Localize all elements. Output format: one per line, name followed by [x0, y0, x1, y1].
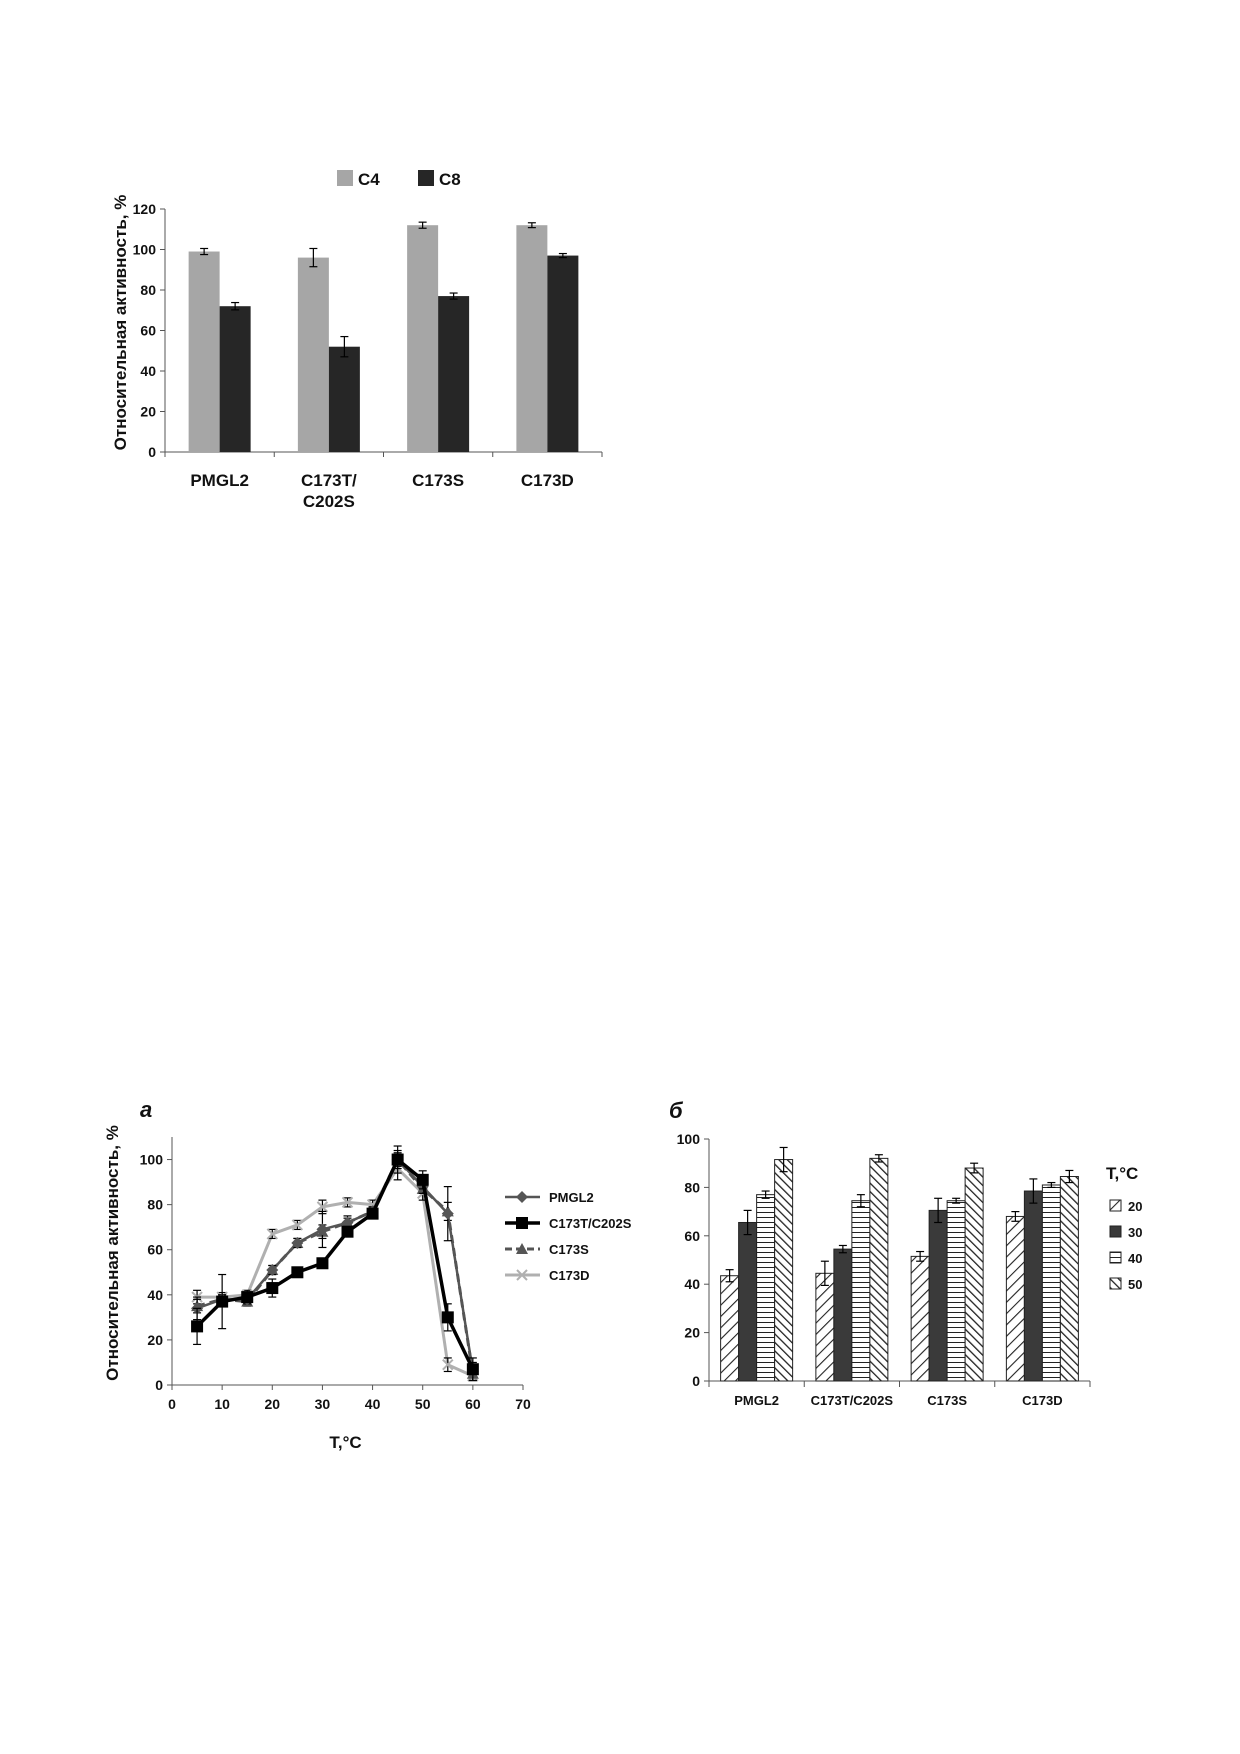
y-tick-label: 100: [132, 241, 156, 258]
point-C173T/C202S-10: [216, 1296, 228, 1308]
bar-20-3: [1006, 1216, 1024, 1381]
bar-C8-2: [438, 296, 469, 452]
series-line-C173S: [197, 1160, 473, 1374]
category-label: C173D: [520, 471, 574, 490]
point-C173T/C202S-60: [467, 1363, 479, 1375]
legend-label-20: 20: [1128, 1199, 1143, 1214]
x-tick-label: 40: [364, 1396, 381, 1412]
bar-40-2: [947, 1201, 965, 1381]
category-label: PMGL2: [190, 471, 249, 490]
bar-20-0: [721, 1276, 739, 1381]
bar-20-1: [816, 1273, 834, 1381]
y-tick-label: 100: [139, 1151, 163, 1168]
chart-temperature-stability: [669, 1098, 1142, 1408]
series-line-PMGL2: [197, 1160, 473, 1372]
bar-40-1: [852, 1201, 870, 1381]
category-label: C173S: [927, 1393, 967, 1408]
y-tick-label: 100: [676, 1131, 700, 1147]
bar-40-3: [1042, 1185, 1060, 1381]
bar-30-2: [929, 1210, 947, 1381]
legend-item-C173S: [505, 1242, 589, 1257]
category-label: C173D: [1022, 1393, 1063, 1408]
y-tick-label: 60: [147, 1241, 163, 1258]
bar-50-0: [775, 1160, 793, 1381]
y-tick-label: 120: [132, 201, 156, 217]
bar-50-1: [870, 1158, 888, 1381]
point-C173T/C202S-40: [367, 1208, 379, 1220]
y-tick-label: 40: [147, 1286, 163, 1303]
x-axis-label: T,°C: [329, 1433, 362, 1452]
bar-C4-2: [407, 225, 438, 452]
point-C173T/C202S-55: [442, 1311, 454, 1323]
bar-40-0: [757, 1195, 775, 1381]
point-C173T/C202S-30: [316, 1257, 328, 1269]
series-C173D: [192, 1157, 478, 1381]
point-C173T/C202S-50: [417, 1174, 429, 1186]
y-tick-label: 60: [140, 322, 156, 339]
legend-item-C173T/C202S: [505, 1216, 632, 1231]
legend-marker-C173T/C202S: [516, 1217, 528, 1229]
y-tick-label: 80: [147, 1196, 163, 1213]
x-tick-label: 30: [314, 1396, 331, 1412]
x-tick-label: 0: [168, 1396, 176, 1412]
y-tick-label: 40: [684, 1276, 700, 1293]
y-tick-label: 80: [140, 282, 156, 298]
legend-label-40: 40: [1128, 1251, 1143, 1266]
x-tick-label: 60: [465, 1396, 481, 1412]
legend-swatch-50: [1110, 1278, 1121, 1289]
y-tick-label: 20: [140, 403, 156, 420]
panel-label: б: [669, 1098, 683, 1123]
legend-label-C4: C4: [358, 170, 380, 189]
x-tick-label: 10: [214, 1396, 230, 1412]
bar-C4-1: [298, 258, 329, 452]
legend-swatch-30: [1110, 1226, 1121, 1237]
bar-30-1: [834, 1249, 852, 1381]
legend-swatch-40: [1110, 1252, 1121, 1263]
y-tick-label: 20: [147, 1331, 163, 1348]
bar-50-2: [965, 1168, 983, 1381]
point-C173T/C202S-5: [191, 1320, 203, 1332]
category-label: C173S: [412, 471, 465, 490]
y-tick-label: 40: [140, 363, 156, 379]
category-label: C173T/C202S: [810, 1393, 894, 1408]
legend-marker-PMGL2: [516, 1191, 528, 1203]
chart-substrate-activity: [111, 170, 602, 511]
chart-temperature-profile: [103, 1097, 632, 1452]
bar-30-3: [1024, 1191, 1042, 1381]
y-axis-label: Относительная активность, %: [103, 1125, 122, 1381]
point-C173T/C202S-35: [342, 1226, 354, 1238]
y-tick-label: 60: [684, 1227, 700, 1244]
x-tick-label: 20: [264, 1396, 281, 1412]
bar-C8-1: [329, 347, 360, 452]
legend-item-PMGL2: [505, 1190, 594, 1205]
point-C173T/C202S-15: [241, 1291, 253, 1303]
bar-C8-0: [220, 306, 251, 452]
series-line-C173D: [197, 1169, 473, 1376]
legend-swatch-20: [1110, 1200, 1121, 1211]
y-tick-label: 0: [155, 1377, 163, 1393]
bar-C8-3: [547, 256, 578, 452]
bar-30-0: [739, 1222, 757, 1381]
y-tick-label: 0: [692, 1373, 700, 1389]
y-tick-label: 20: [684, 1324, 700, 1341]
legend-label-50: 50: [1128, 1277, 1143, 1292]
category-label: C202S: [302, 492, 355, 511]
point-C173T/C202S-20: [266, 1282, 278, 1294]
legend-label-PMGL2: PMGL2: [549, 1190, 594, 1205]
panel-label: а: [140, 1097, 153, 1122]
category-label: C173T/: [301, 471, 357, 490]
legend-label-C173S: C173S: [549, 1242, 589, 1257]
x-tick-label: 70: [515, 1396, 531, 1412]
legend-label-C8: C8: [439, 170, 461, 189]
legend-label-C173D: C173D: [549, 1268, 590, 1283]
y-tick-label: 0: [148, 444, 156, 460]
y-tick-label: 80: [684, 1179, 700, 1196]
x-tick-label: 50: [414, 1396, 431, 1412]
point-C173T/C202S-25: [291, 1266, 303, 1278]
legend-item-C173D: [505, 1268, 589, 1283]
legend-swatch-C8: [418, 170, 434, 186]
bar-50-3: [1060, 1177, 1078, 1381]
legend-label-C173T/C202S: C173T/C202S: [549, 1216, 632, 1231]
series-PMGL2: [191, 1153, 479, 1381]
y-axis-label: Относительная активность, %: [111, 194, 130, 451]
legend-label-30: 30: [1128, 1225, 1143, 1240]
legend-swatch-C4: [337, 170, 353, 186]
bar-C4-0: [189, 252, 220, 452]
category-label: PMGL2: [734, 1393, 780, 1408]
series-C173S: [191, 1151, 479, 1381]
series-C173T/C202S: [191, 1146, 479, 1380]
legend-title: T,°C: [1106, 1164, 1139, 1183]
bar-C4-3: [516, 225, 547, 452]
point-C173T/C202S-45: [392, 1154, 404, 1166]
series-line-C173T/C202S: [197, 1160, 473, 1370]
bar-20-2: [911, 1256, 929, 1381]
